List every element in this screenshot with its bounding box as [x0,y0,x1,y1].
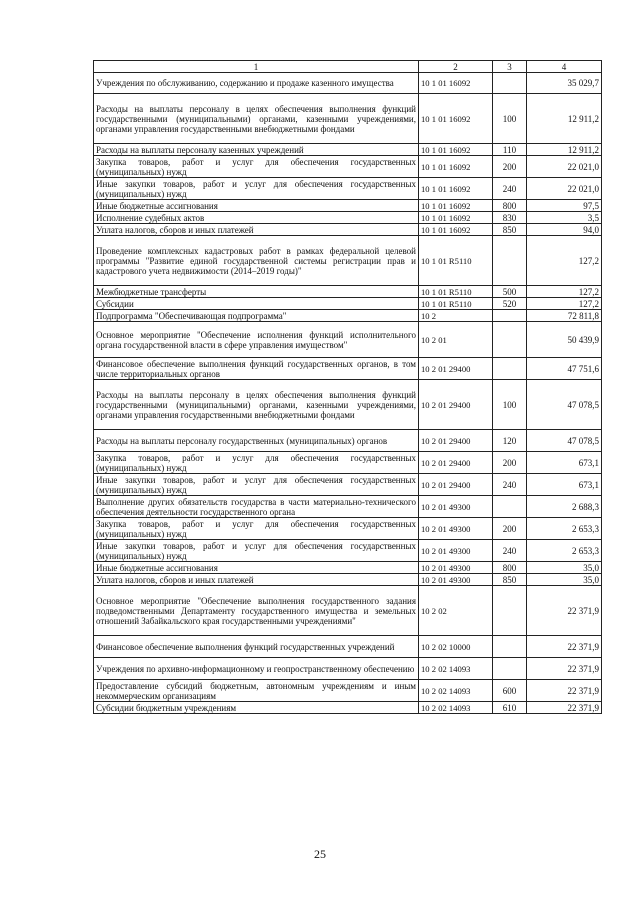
row-type [493,73,527,94]
row-type [493,358,527,380]
row-name: Расходы на выплаты персоналу в целях обеспечения выполнения функций государственными (муниципальными) органами, казенными учреждениями, органами управления государственными внебюджетными фондами [94,380,419,430]
table-row [94,224,602,236]
row-code: 10 2 01 29400 [419,358,493,380]
row-code: 10 2 02 14093 [419,680,493,702]
row-code: 10 1 01 R5110 [419,286,493,298]
row-type: 240 [493,178,527,200]
row-code: 10 2 01 49300 [419,562,493,574]
row-code: 10 2 01 29400 [419,452,493,474]
row-amount: 2 688,3 [527,496,602,518]
row-name: Учреждения по архивно-информационному и геопространственному обеспечению [94,658,419,680]
row-amount: 127,2 [527,298,602,310]
row-code: 10 1 01 16092 [419,224,493,236]
row-type: 200 [493,518,527,540]
table-row [94,156,602,178]
row-type: 500 [493,286,527,298]
row-type: 240 [493,474,527,496]
table-row [94,286,602,298]
row-type: 100 [493,380,527,430]
row-name: Закупка товаров, работ и услуг для обеспечения государственных (муниципальных) нужд [94,518,419,540]
row-code: 10 1 01 16092 [419,73,493,94]
row-amount: 673,1 [527,474,602,496]
row-name: Уплата налогов, сборов и иных платежей [94,574,419,586]
row-name: Проведение комплексных кадастровых работ в рамках федеральной целевой программы "Развитие единой государственной системы регистрации прав и кадастрового учета недвижимости (2014–2019 годы)" [94,236,419,286]
row-amount: 35,0 [527,574,602,586]
row-code: 10 2 01 49300 [419,574,493,586]
row-amount: 72 811,8 [527,310,602,322]
row-amount: 12 911,2 [527,94,602,144]
row-type: 200 [493,452,527,474]
row-code: 10 2 01 49300 [419,496,493,518]
row-type [493,636,527,658]
table-row [94,430,602,452]
row-type [493,496,527,518]
row-name: Иные бюджетные ассигнования [94,200,419,212]
row-code: 10 2 01 49300 [419,518,493,540]
row-amount: 22 021,0 [527,156,602,178]
row-name: Иные закупки товаров, работ и услуг для обеспечения государственных (муниципальных) нужд [94,540,419,562]
table-row [94,380,602,430]
table-row [94,702,602,714]
row-name: Закупка товаров, работ и услуг для обеспечения государственных (муниципальных) нужд [94,156,419,178]
table-row [94,680,602,702]
row-name: Расходы на выплаты персоналу в целях обеспечения выполнения функций государственными (муниципальными) органами, казенными учреждениями, органами управления государственными внебюджетными фондами [94,94,419,144]
header-col-3: 3 [493,61,527,73]
row-type: 200 [493,156,527,178]
row-type [493,236,527,286]
row-type: 800 [493,562,527,574]
table-row [94,94,602,144]
header-col-4: 4 [527,61,602,73]
table-row [94,298,602,310]
row-code: 10 1 01 R5110 [419,298,493,310]
row-amount: 35,0 [527,562,602,574]
budget-table-sheet [93,60,601,714]
row-code: 10 1 01 16092 [419,212,493,224]
row-name: Подпрограмма "Обеспечивающая подпрограмма" [94,310,419,322]
row-code: 10 1 01 16092 [419,94,493,144]
table-row [94,200,602,212]
table-row [94,310,602,322]
row-type: 830 [493,212,527,224]
row-code: 10 1 01 16092 [419,156,493,178]
table-row [94,474,602,496]
row-type [493,322,527,358]
row-code: 10 2 01 29400 [419,430,493,452]
row-name: Уплата налогов, сборов и иных платежей [94,224,419,236]
row-amount: 22 021,0 [527,178,602,200]
row-amount: 22 371,9 [527,658,602,680]
row-type: 120 [493,430,527,452]
header-col-2: 2 [419,61,493,73]
row-name: Основное мероприятие "Обеспечение исполнения функций исполнительного органа государственной власти в сфере управления имуществом" [94,322,419,358]
row-amount: 94,0 [527,224,602,236]
row-name: Иные закупки товаров, работ и услуг для обеспечения государственных (муниципальных) нужд [94,178,419,200]
row-amount: 2 653,3 [527,518,602,540]
table-row [94,358,602,380]
row-amount: 50 439,9 [527,322,602,358]
table-row [94,586,602,636]
row-amount: 47 078,5 [527,430,602,452]
row-code: 10 1 01 16092 [419,178,493,200]
row-amount: 22 371,9 [527,586,602,636]
row-type: 800 [493,200,527,212]
row-amount: 47 751,6 [527,358,602,380]
row-amount: 3,5 [527,212,602,224]
row-amount: 35 029,7 [527,73,602,94]
budget-table [93,60,602,714]
row-amount: 673,1 [527,452,602,474]
table-row [94,212,602,224]
row-name: Расходы на выплаты персоналу казенных учреждений [94,144,419,156]
row-code: 10 2 [419,310,493,322]
row-type [493,310,527,322]
header-col-1: 1 [94,61,419,73]
table-row [94,540,602,562]
row-type: 600 [493,680,527,702]
row-name: Межбюджетные трансферты [94,286,419,298]
row-amount: 2 653,3 [527,540,602,562]
row-name: Субсидии [94,298,419,310]
table-header-row [94,61,602,73]
row-code: 10 2 01 29400 [419,474,493,496]
row-amount: 12 911,2 [527,144,602,156]
table-row [94,658,602,680]
row-code: 10 2 02 14093 [419,658,493,680]
row-code: 10 2 01 [419,322,493,358]
row-name: Учреждения по обслуживанию, содержанию и продаже казенного имущества [94,73,419,94]
row-code: 10 2 02 [419,586,493,636]
table-row [94,144,602,156]
row-code: 10 2 01 49300 [419,540,493,562]
table-row [94,518,602,540]
table-row [94,73,602,94]
row-code: 10 1 01 16092 [419,144,493,156]
row-name: Финансовое обеспечение выполнения функций государственных органов, в том числе территориальных органов [94,358,419,380]
row-code: 10 2 02 14093 [419,702,493,714]
table-row [94,452,602,474]
table-row [94,496,602,518]
row-type: 240 [493,540,527,562]
row-amount: 22 371,9 [527,702,602,714]
row-code: 10 2 01 29400 [419,380,493,430]
table-body [94,73,602,714]
row-type [493,586,527,636]
table-row [94,178,602,200]
row-name: Выполнение других обязательств государства в части материально-технического обеспечения деятельности государственного органа [94,496,419,518]
table-row [94,636,602,658]
row-code: 10 1 01 16092 [419,200,493,212]
row-type: 610 [493,702,527,714]
row-name: Расходы на выплаты персоналу государственных (муниципальных) органов [94,430,419,452]
row-type: 110 [493,144,527,156]
row-name: Финансовое обеспечение выполнения функций государственных учреждений [94,636,419,658]
table-row [94,574,602,586]
row-amount: 47 078,5 [527,380,602,430]
row-code: 10 2 02 10000 [419,636,493,658]
table-row [94,562,602,574]
row-type [493,658,527,680]
row-amount: 97,5 [527,200,602,212]
row-type: 100 [493,94,527,144]
row-type: 520 [493,298,527,310]
row-type: 850 [493,224,527,236]
row-code: 10 1 01 R5110 [419,236,493,286]
row-amount: 22 371,9 [527,680,602,702]
row-name: Субсидии бюджетным учреждениям [94,702,419,714]
row-name: Предоставление субсидий бюджетным, автономным учреждениям и иным некоммерческим организациям [94,680,419,702]
table-row [94,236,602,286]
row-name: Закупка товаров, работ и услуг для обеспечения государственных (муниципальных) нужд [94,452,419,474]
row-amount: 127,2 [527,286,602,298]
row-name: Иные бюджетные ассигнования [94,562,419,574]
page-number: 25 [314,847,326,861]
row-amount: 22 371,9 [527,636,602,658]
row-amount: 127,2 [527,236,602,286]
row-name: Иные закупки товаров, работ и услуг для обеспечения государственных (муниципальных) нужд [94,474,419,496]
row-name: Исполнение судебных актов [94,212,419,224]
row-name: Основное мероприятие "Обеспечение выполнения государственного задания подведомственными Департаменту государственного имущества и земельных отношений Забайкальского края государственными учреждениями" [94,586,419,636]
row-type: 850 [493,574,527,586]
table-row [94,322,602,358]
